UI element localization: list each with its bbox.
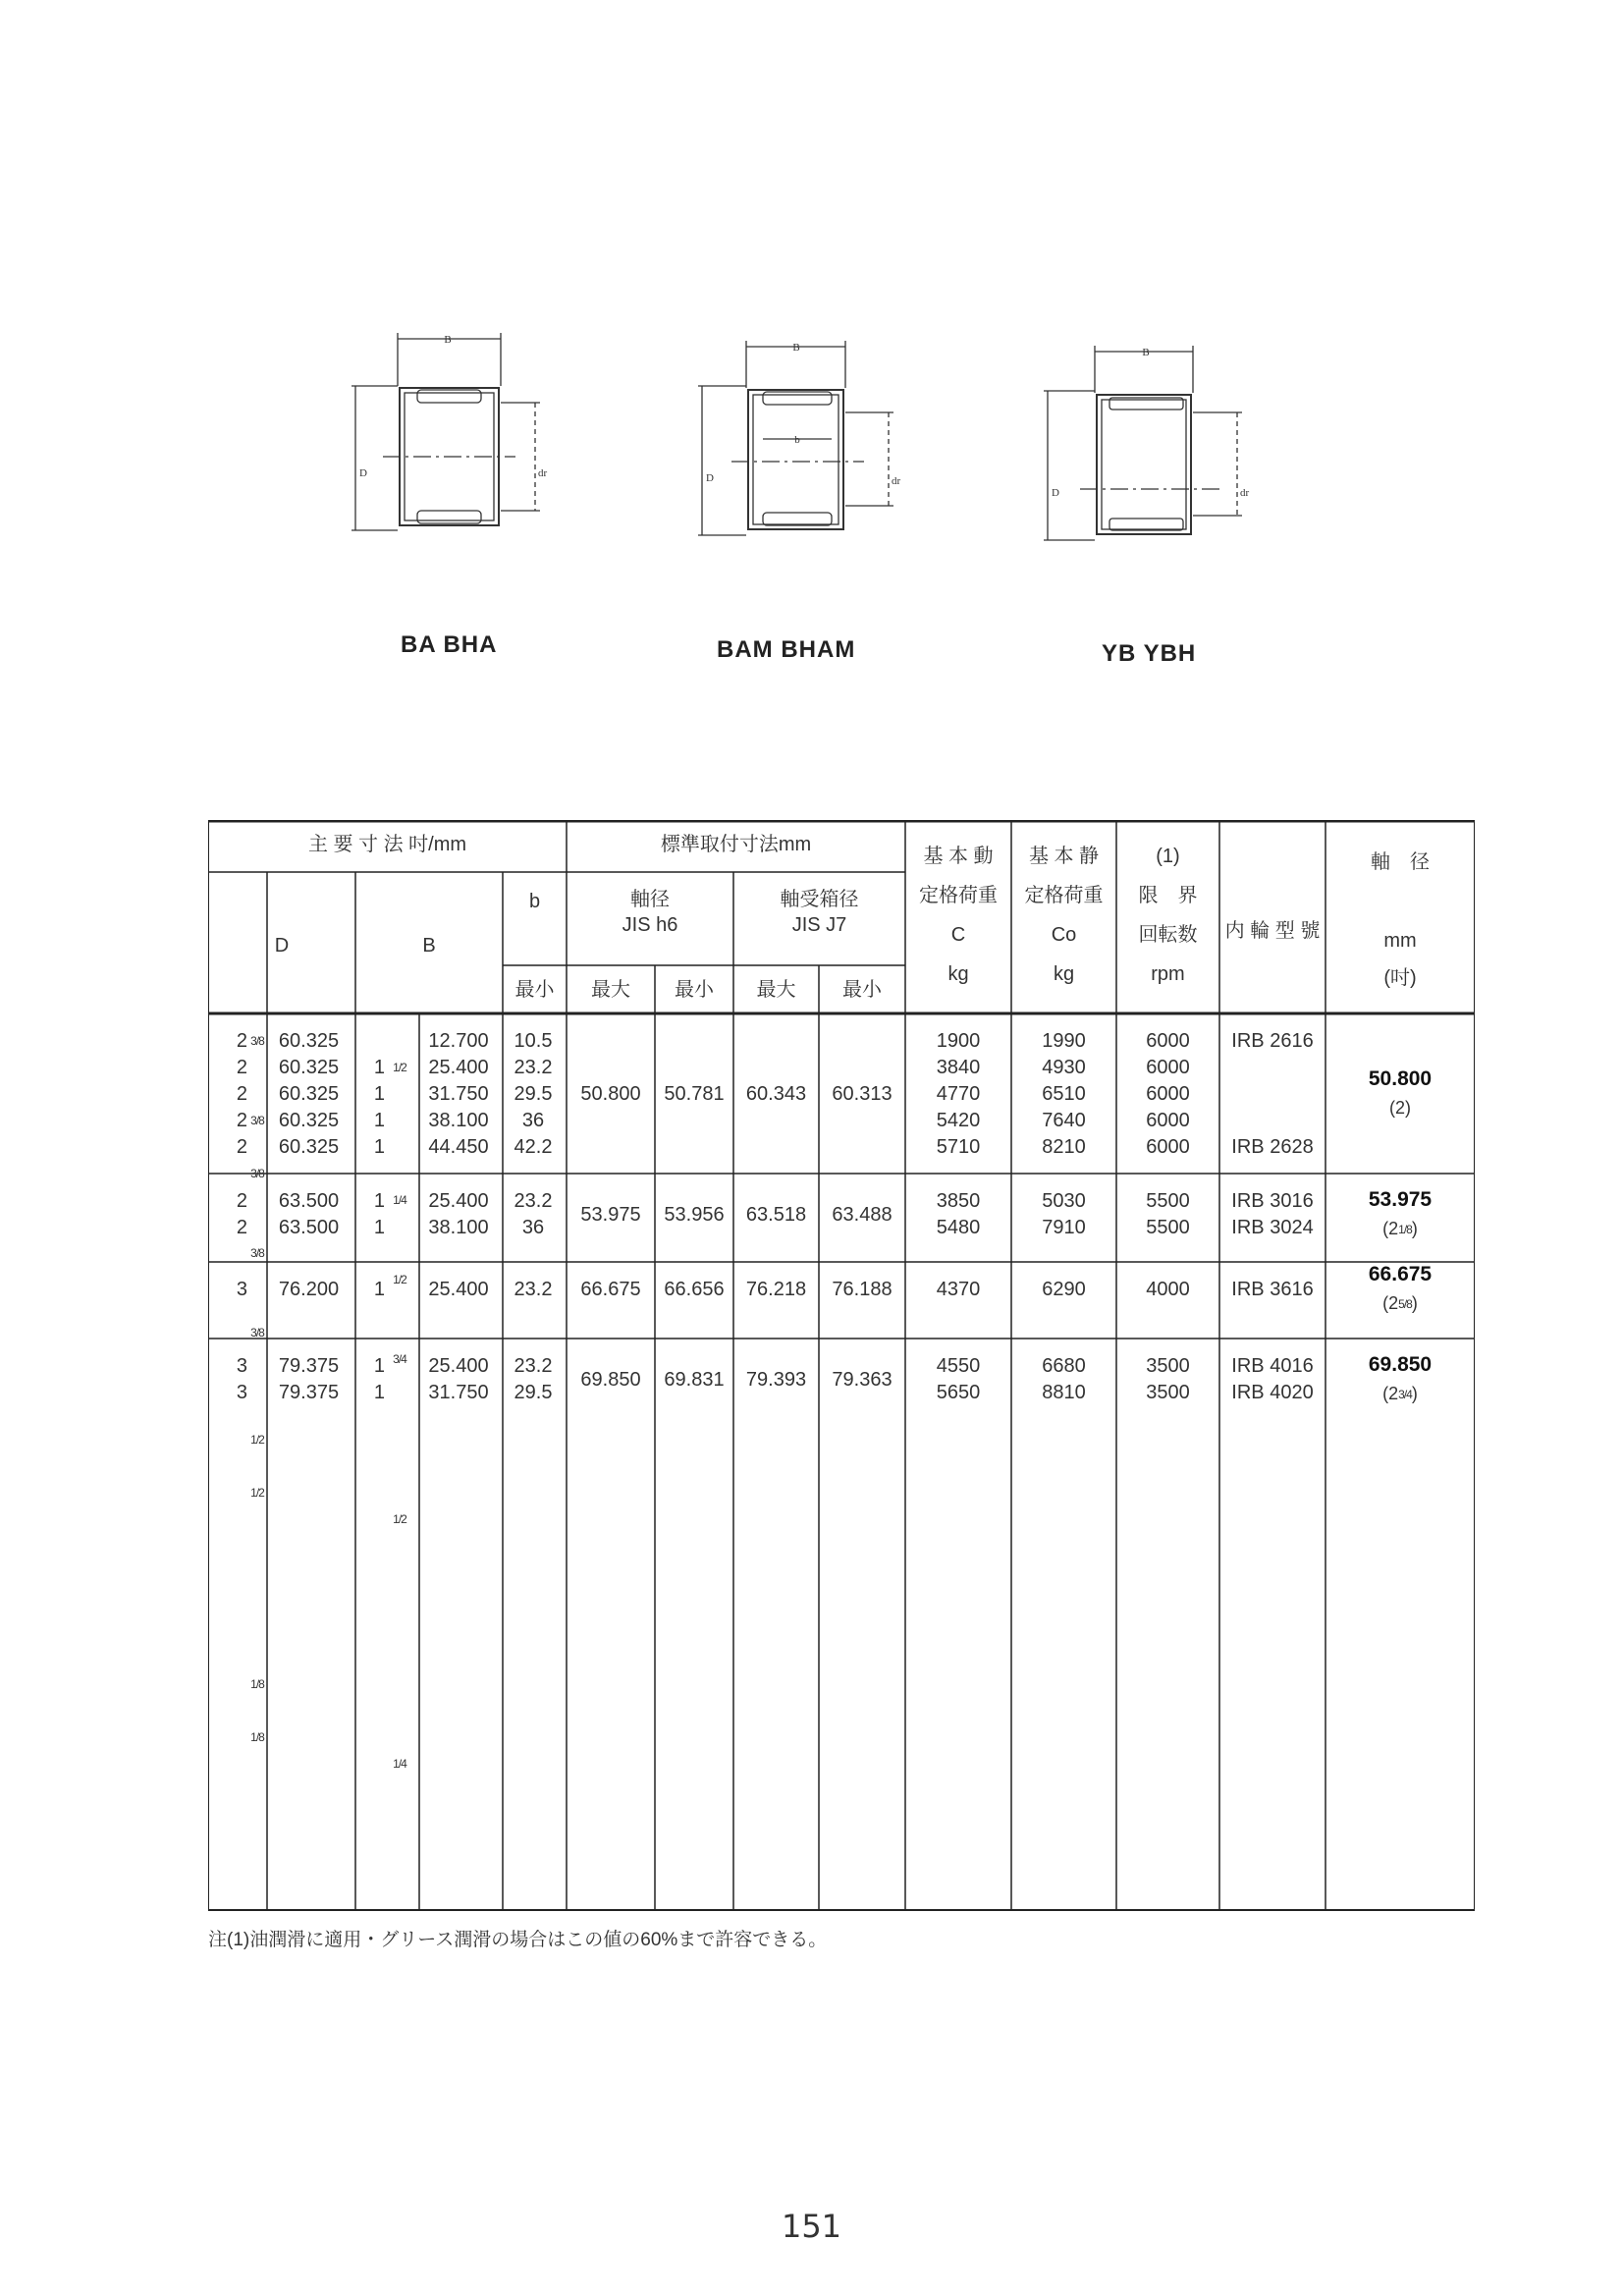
- b-min: 42.2: [514, 1136, 553, 1158]
- static-load-co: 7640: [1042, 1110, 1086, 1131]
- inner-ring-model: IRB 3024: [1231, 1217, 1314, 1238]
- shaft-max: 69.850: [580, 1368, 641, 1391]
- header-static-load: kg: [1053, 963, 1075, 985]
- static-load-co: 8810: [1042, 1382, 1086, 1403]
- d-inch-whole: 3: [236, 1355, 247, 1377]
- axis-inch-whole: 2: [1388, 1218, 1399, 1238]
- header-mounting: 標準取付寸法mm: [660, 834, 812, 855]
- axis-mm: 50.800: [1368, 1067, 1433, 1090]
- d-mm: 79.375: [278, 1382, 340, 1403]
- header-static-load: Co: [1051, 924, 1077, 946]
- limit-rpm: 4000: [1146, 1279, 1190, 1300]
- inner-ring-model: IRB 3616: [1231, 1279, 1314, 1300]
- axis-mm: 53.975: [1368, 1187, 1433, 1211]
- d-inch-fraction: 3/8: [250, 1034, 264, 1048]
- b-min: 36: [521, 1217, 545, 1238]
- header-shaft: 軸径: [630, 889, 670, 910]
- axis-inch-whole: 2: [1388, 1383, 1399, 1403]
- axis-inch: (25/8): [1382, 1293, 1418, 1313]
- header-col-d: D: [274, 935, 290, 957]
- label-inner: dr: [892, 475, 901, 487]
- label-inner: dr: [538, 467, 548, 479]
- b-mm: 25.400: [428, 1355, 489, 1377]
- shaft-min: 50.781: [664, 1083, 725, 1105]
- dynamic-load-c: 1900: [936, 1030, 981, 1052]
- d-inch-whole: 2: [236, 1083, 247, 1105]
- housing-min: 60.313: [832, 1083, 893, 1105]
- static-load-co: 7910: [1042, 1217, 1086, 1238]
- b-mm: 38.100: [428, 1217, 489, 1238]
- static-load-co: 6510: [1042, 1083, 1086, 1105]
- b-mm: 25.400: [428, 1057, 489, 1078]
- dynamic-load-c: 5710: [936, 1136, 981, 1158]
- housing-max: 60.343: [745, 1083, 807, 1105]
- shaft-max: 53.975: [580, 1203, 641, 1226]
- limit-rpm: 5500: [1146, 1190, 1190, 1212]
- header-dynamic-load: C: [950, 924, 966, 946]
- diagram-ba-bha: [344, 329, 569, 604]
- header-limit-speed: (1): [1156, 846, 1180, 867]
- d-inch-whole: 2: [236, 1110, 247, 1131]
- dynamic-load-c: 5420: [936, 1110, 981, 1131]
- diagram-yb-ybh: [1036, 334, 1262, 609]
- header-static-load: 定格荷重: [1024, 885, 1104, 906]
- housing-min: 79.363: [832, 1368, 893, 1391]
- shaft-max: 50.800: [580, 1083, 641, 1105]
- d-inch-fraction: 1/8: [250, 1730, 264, 1744]
- header-static-load: 基 本 静: [1028, 846, 1100, 867]
- b-inch-fraction: 1/2: [393, 1061, 406, 1074]
- label-width: B: [792, 342, 800, 354]
- dynamic-load-c: 3840: [936, 1057, 981, 1078]
- axis-inch: (21/8): [1382, 1218, 1418, 1238]
- header-max: 最大: [756, 979, 796, 1001]
- d-inch-fraction: 1/2: [250, 1433, 264, 1447]
- header-limit-speed: rpm: [1151, 963, 1185, 985]
- b-min: 23.2: [514, 1279, 553, 1300]
- inner-ring-model: IRB 3016: [1231, 1190, 1314, 1212]
- b-inch-whole: 1: [373, 1279, 385, 1300]
- b-inch-fraction: 1/4: [393, 1757, 406, 1771]
- header-max: 最大: [591, 979, 630, 1001]
- axis-inch: (2): [1388, 1098, 1411, 1118]
- b-min: 29.5: [514, 1083, 553, 1105]
- b-mm: 31.750: [428, 1083, 489, 1105]
- header-col-b-small: b: [528, 891, 541, 912]
- b-inch-whole: 1: [373, 1110, 385, 1131]
- header-dynamic-load: 基 本 動: [923, 846, 994, 867]
- b-inch-fraction: 1/2: [393, 1273, 406, 1286]
- d-inch-fraction: 3/8: [250, 1167, 264, 1180]
- housing-min: 63.488: [832, 1203, 893, 1226]
- dynamic-load-c: 3850: [936, 1190, 981, 1212]
- header-min: 最小: [675, 979, 714, 1001]
- b-mm: 38.100: [428, 1110, 489, 1131]
- d-mm: 60.325: [278, 1083, 340, 1105]
- inner-ring-model: IRB 4020: [1231, 1382, 1314, 1403]
- shaft-min: 69.831: [664, 1368, 725, 1391]
- d-inch-whole: 2: [236, 1030, 247, 1052]
- header-main-dims: 主 要 寸 法 吋/mm: [307, 834, 467, 855]
- d-mm: 60.325: [278, 1057, 340, 1078]
- header-housing: 軸受箱径: [780, 889, 859, 910]
- axis-inch-whole: 2: [1394, 1098, 1405, 1118]
- d-mm: 79.375: [278, 1355, 340, 1377]
- limit-rpm: 5500: [1146, 1217, 1190, 1238]
- d-inch-whole: 3: [236, 1382, 247, 1403]
- d-inch-whole: 2: [236, 1057, 247, 1078]
- label-outer: D: [706, 472, 714, 484]
- b-inch-whole: 1: [373, 1083, 385, 1105]
- b-inch-whole: 1: [373, 1382, 385, 1403]
- axis-inch-fraction: 1/8: [1398, 1222, 1412, 1236]
- dynamic-load-c: 4370: [936, 1279, 981, 1300]
- limit-rpm: 6000: [1146, 1083, 1190, 1105]
- b-min: 36: [521, 1110, 545, 1131]
- axis-mm: 69.850: [1368, 1352, 1433, 1376]
- limit-rpm: 6000: [1146, 1030, 1190, 1052]
- header-col-b: B: [422, 935, 436, 957]
- diagram-caption: YB YBH: [1102, 640, 1197, 667]
- d-mm: 60.325: [278, 1136, 340, 1158]
- d-inch-whole: 2: [236, 1217, 247, 1238]
- axis-inch-fraction: 3/4: [1398, 1387, 1412, 1401]
- bearing-table: [208, 820, 1475, 1912]
- limit-rpm: 6000: [1146, 1136, 1190, 1158]
- dynamic-load-c: 5650: [936, 1382, 981, 1403]
- dynamic-load-c: 4770: [936, 1083, 981, 1105]
- b-min: 10.5: [514, 1030, 553, 1052]
- d-inch-fraction: 3/8: [250, 1326, 264, 1339]
- header-axis: 軸 径: [1371, 851, 1430, 873]
- b-inch-fraction: 1/2: [393, 1512, 406, 1526]
- b-inch-whole: 1: [373, 1355, 385, 1377]
- header-limit-speed: 限 界: [1138, 885, 1198, 906]
- d-inch-fraction: 3/8: [250, 1114, 264, 1127]
- diagram-bam-bham: [692, 329, 918, 604]
- b-inch-fraction: 3/4: [393, 1352, 406, 1366]
- inner-ring-model: IRB 2616: [1231, 1030, 1314, 1052]
- page-number: 151: [781, 2208, 842, 2245]
- label-width: B: [1142, 347, 1150, 358]
- inner-ring-model: IRB 2628: [1231, 1136, 1314, 1158]
- label-roller: b: [794, 434, 800, 446]
- b-mm: 31.750: [428, 1382, 489, 1403]
- b-mm: 12.700: [428, 1030, 489, 1052]
- shaft-min: 66.656: [664, 1279, 725, 1300]
- axis-inch: (23/4): [1382, 1383, 1418, 1403]
- limit-rpm: 3500: [1146, 1355, 1190, 1377]
- axis-mm: 66.675: [1368, 1263, 1433, 1285]
- housing-max: 63.518: [745, 1203, 807, 1226]
- static-load-co: 6680: [1042, 1355, 1086, 1377]
- header-dynamic-load: kg: [947, 963, 969, 985]
- header-shaft-tol: JIS h6: [622, 914, 678, 936]
- d-inch-fraction: 1/2: [250, 1486, 264, 1500]
- d-mm: 63.500: [278, 1190, 340, 1212]
- header-col-b-min: 最小: [514, 979, 555, 1001]
- static-load-co: 6290: [1042, 1279, 1086, 1300]
- label-width: B: [444, 334, 452, 346]
- b-inch-whole: 1: [373, 1136, 385, 1158]
- d-mm: 60.325: [278, 1110, 340, 1131]
- b-mm: 25.400: [428, 1279, 489, 1300]
- d-inch-whole: 2: [236, 1190, 247, 1212]
- d-mm: 63.500: [278, 1217, 340, 1238]
- dynamic-load-c: 4550: [936, 1355, 981, 1377]
- d-inch-whole: 3: [236, 1279, 247, 1300]
- limit-rpm: 6000: [1146, 1057, 1190, 1078]
- header-min: 最小: [842, 979, 882, 1001]
- limit-rpm: 3500: [1146, 1382, 1190, 1403]
- static-load-co: 1990: [1042, 1030, 1086, 1052]
- b-inch-fraction: 1/4: [393, 1193, 406, 1207]
- b-min: 23.2: [514, 1057, 553, 1078]
- header-dynamic-load: 定格荷重: [919, 885, 998, 906]
- label-outer: D: [1052, 487, 1059, 499]
- b-inch-whole: 1: [373, 1057, 385, 1078]
- label-inner: dr: [1240, 487, 1250, 499]
- header-axis: (吋): [1383, 967, 1417, 989]
- shaft-max: 66.675: [580, 1279, 641, 1300]
- d-mm: 76.200: [278, 1279, 340, 1300]
- diagram-caption: BA BHA: [401, 631, 498, 658]
- b-inch-whole: 1: [373, 1217, 385, 1238]
- housing-max: 79.393: [745, 1368, 807, 1391]
- d-mm: 60.325: [278, 1030, 340, 1052]
- inner-ring-model: IRB 4016: [1231, 1355, 1314, 1377]
- shaft-min: 53.956: [664, 1203, 725, 1226]
- static-load-co: 5030: [1042, 1190, 1086, 1212]
- footnote: 注(1)油潤滑に適用・グリース潤滑の場合はこの値の60%まで許容できる。: [208, 1930, 828, 1950]
- dynamic-load-c: 5480: [936, 1217, 981, 1238]
- header-limit-speed: 回転数: [1138, 924, 1198, 946]
- static-load-co: 4930: [1042, 1057, 1086, 1078]
- axis-inch-fraction: 5/8: [1398, 1297, 1412, 1311]
- header-inner-ring: 内 輪 型 號: [1224, 920, 1321, 942]
- label-outer: D: [359, 467, 367, 479]
- axis-inch-whole: 2: [1388, 1293, 1399, 1313]
- d-inch-fraction: 1/8: [250, 1677, 264, 1691]
- static-load-co: 8210: [1042, 1136, 1086, 1158]
- b-min: 23.2: [514, 1190, 553, 1212]
- b-mm: 25.400: [428, 1190, 489, 1212]
- d-inch-fraction: 3/8: [250, 1246, 264, 1260]
- housing-min: 76.188: [832, 1279, 893, 1300]
- b-inch-whole: 1: [373, 1190, 385, 1212]
- header-axis: mm: [1383, 930, 1417, 952]
- housing-max: 76.218: [745, 1279, 807, 1300]
- limit-rpm: 6000: [1146, 1110, 1190, 1131]
- b-min: 29.5: [514, 1382, 553, 1403]
- diagram-caption: BAM BHAM: [717, 636, 856, 663]
- b-min: 23.2: [514, 1355, 553, 1377]
- b-mm: 44.450: [428, 1136, 489, 1158]
- header-housing-tol: JIS J7: [791, 914, 847, 936]
- d-inch-whole: 2: [236, 1136, 247, 1158]
